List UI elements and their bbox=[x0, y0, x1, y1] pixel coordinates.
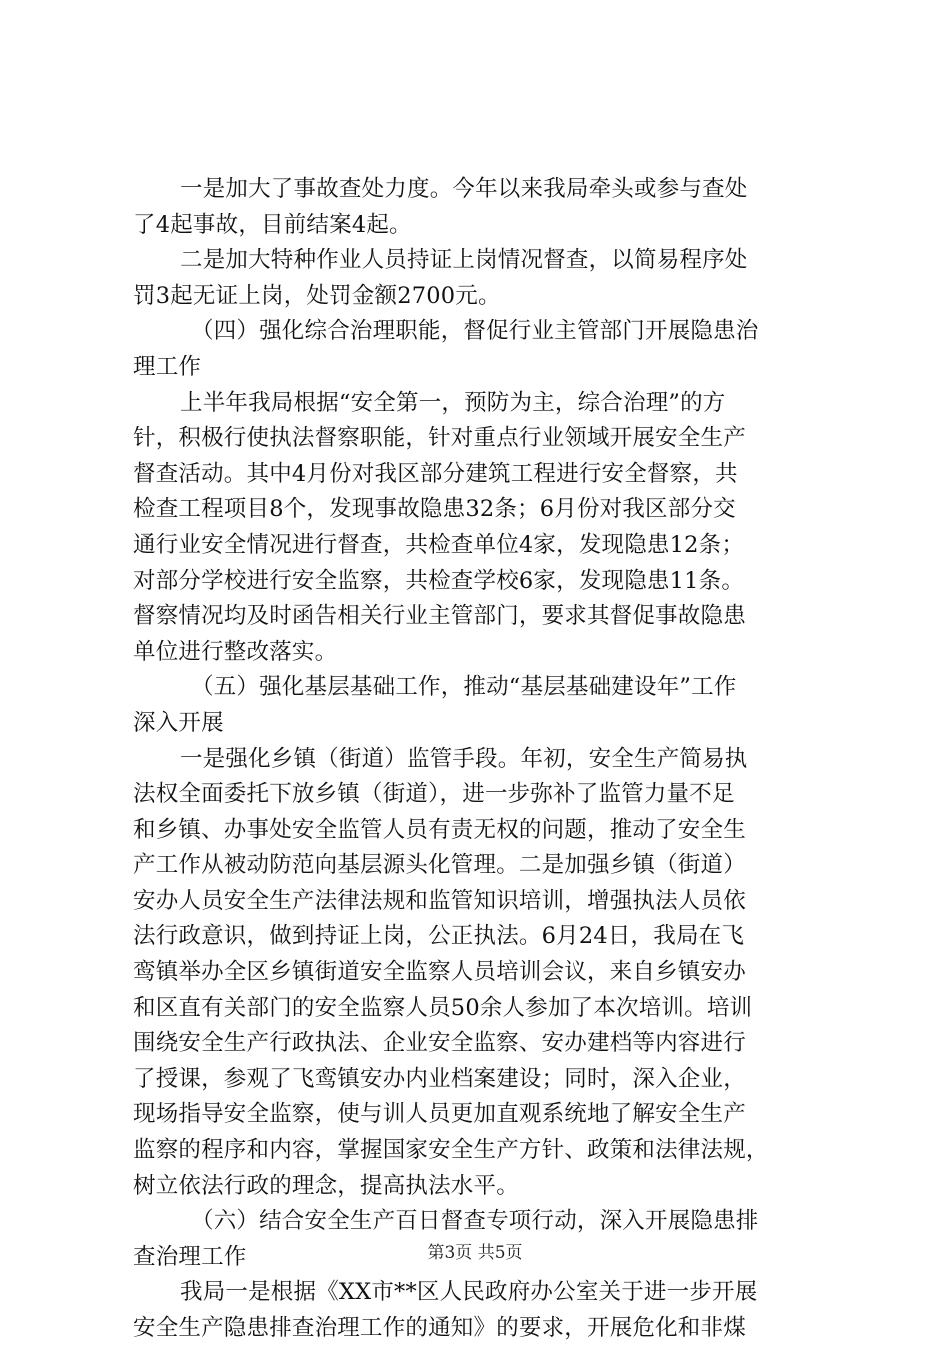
section-heading: 理工作 bbox=[133, 353, 202, 380]
section-heading: 查治理工作 bbox=[133, 1243, 247, 1270]
paragraph-line: 了4起事故，目前结案4起。 bbox=[133, 211, 412, 238]
paragraph-line: 单位进行整改落实。 bbox=[133, 638, 338, 665]
paragraph-line: 二是加大特种作业人员持证上岗情况督查，以简易程序处 bbox=[180, 247, 748, 274]
paragraph-line: 督查活动。其中4月份对我区部分建筑工程进行安全督察，共 bbox=[133, 460, 738, 487]
paragraph-line: 安全生产隐患排查治理工作的通知》的要求，开展危化和非煤 bbox=[133, 1315, 746, 1341]
paragraph-line: 我局一是根据《XX市**区人民政府办公室关于进一步开展 bbox=[180, 1279, 758, 1306]
paragraph-line: 督察情况均及时函告相关行业主管部门，要求其督促事故隐患 bbox=[133, 603, 746, 630]
paragraph-line: 安办人员安全生产法律法规和监管知识培训，增强执法人员依 bbox=[133, 887, 746, 914]
paragraph-line: 法权全面委托下放乡镇（街道），进一步弥补了监管力量不足 bbox=[133, 781, 735, 808]
paragraph-line: 对部分学校进行安全监察，共检查学校6家，发现隐患11条。 bbox=[133, 567, 745, 594]
paragraph-line: 围绕安全生产行政执法、企业安全监察、安办建档等内容进行 bbox=[133, 1030, 746, 1057]
paragraph-line: 罚3起无证上岗，处罚金额2700元。 bbox=[133, 282, 501, 309]
paragraph-line: 产工作从被动防范向基层源头化管理。二是加强乡镇（街道） bbox=[133, 852, 746, 879]
paragraph-line: 鸾镇举办全区乡镇街道安全监察人员培训会议，来自乡镇安办 bbox=[133, 959, 746, 986]
paragraph-line: 监察的程序和内容，掌握国家安全生产方针、政策和法律法规， bbox=[133, 1137, 769, 1164]
paragraph-line: 树立依法行政的理念，提高执法水平。 bbox=[133, 1172, 519, 1199]
paragraph-line: 和区直有关部门的安全监察人员50余人参加了本次培训。培训 bbox=[133, 994, 753, 1021]
paragraph-line: 检查工程项目8个，发现事故隐患32条；6月份对我区部分交 bbox=[133, 496, 736, 523]
section-heading: （四）强化综合治理职能，督促行业主管部门开展隐患治 bbox=[191, 318, 759, 345]
paragraph-line: 和乡镇、办事处安全监管人员有责无权的问题，推动了安全生 bbox=[133, 816, 746, 843]
section-heading: （五）强化基层基础工作，推动“基层基础建设年”工作 bbox=[191, 674, 737, 701]
paragraph-line: 了授课，参观了飞鸾镇安办内业档案建设；同时，深入企业， bbox=[133, 1065, 746, 1092]
paragraph-line: 一是强化乡镇（街道）监管手段。年初，安全生产简易执 bbox=[180, 745, 748, 772]
paragraph-line: 现场指导安全监察，使与训人员更加直观系统地了解安全生产 bbox=[133, 1101, 746, 1128]
paragraph-line: 通行业安全情况进行督查，共检查单位4家，发现隐患12条； bbox=[133, 531, 745, 558]
section-heading: 深入开展 bbox=[133, 709, 224, 736]
document-body bbox=[133, 172, 833, 1347]
paragraph-line: 一是加大了事故查处力度。今年以来我局牵头或参与查处 bbox=[180, 176, 748, 202]
paragraph-line: 法行政意识，做到持证上岗，公正执法。6月24日，我局在飞 bbox=[133, 923, 745, 950]
page-footer: 第3页 共5页 bbox=[427, 1243, 523, 1263]
paragraph-line: 针，积极行使执法督察职能，针对重点行业领域开展安全生产 bbox=[133, 425, 746, 452]
section-heading: （六）结合安全生产百日督查专项行动，深入开展隐患排 bbox=[191, 1208, 759, 1235]
paragraph-line: 上半年我局根据“安全第一，预防为主，综合治理”的方 bbox=[180, 389, 726, 416]
